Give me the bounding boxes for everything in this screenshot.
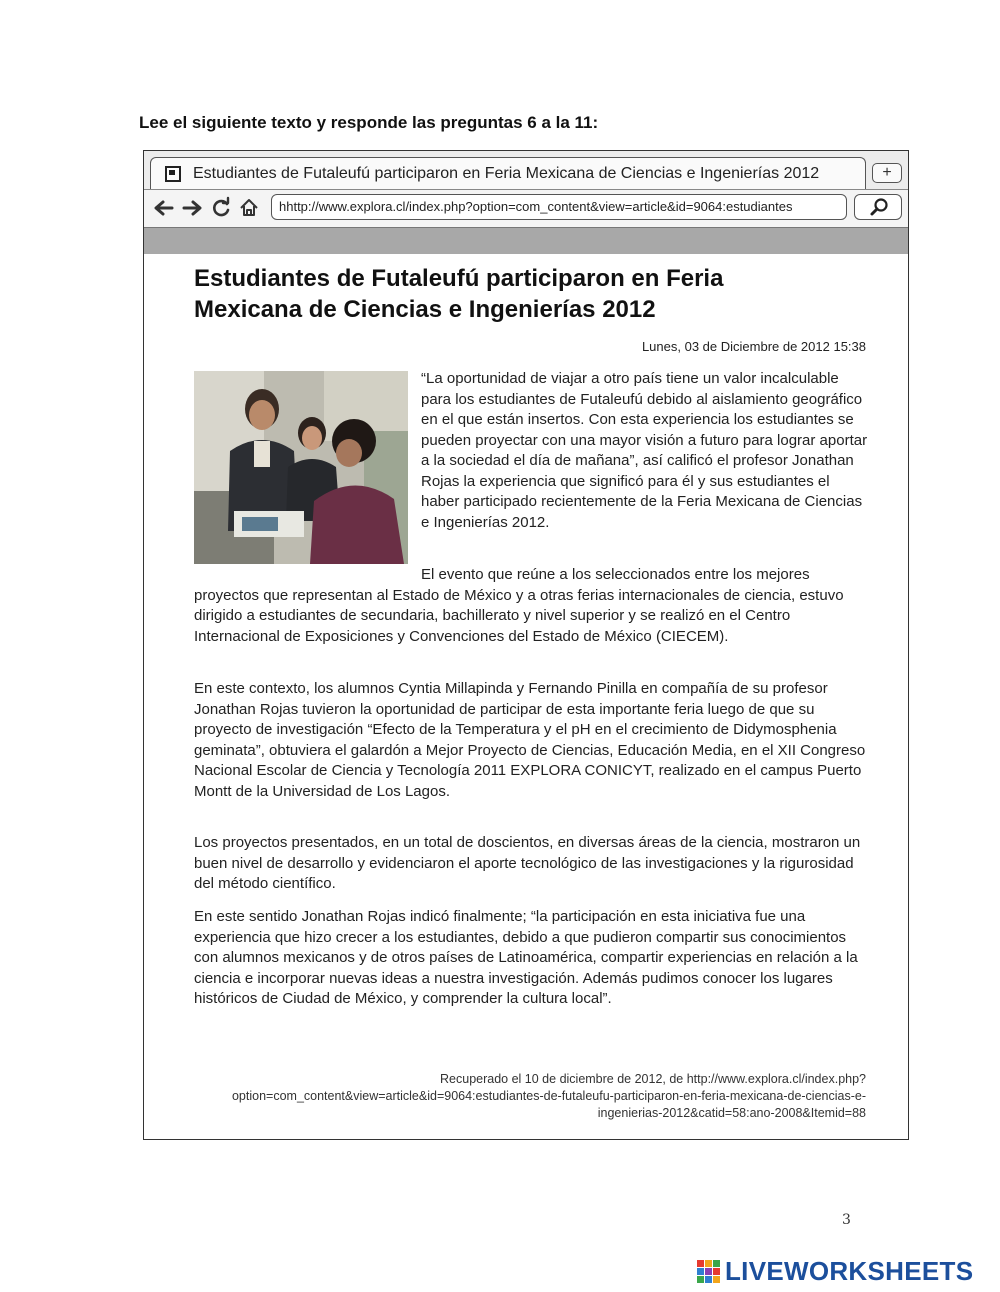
article-paragraph: Los proyectos presentados, en un total de doscientos, en diversas áreas de la ciencia, mostraron un buen nivel de desarrollo y evidenciaron el aporte tecnológico de las investigaciones y la rigurosidad del método científico. — [194, 834, 861, 892]
tab-title: Estudiantes de Futaleufú participaron en Feria Mexicana de Ciencias e Ingenierías 2012 — [193, 164, 820, 182]
arrow-right-icon — [182, 195, 204, 221]
reload-button[interactable] — [210, 195, 232, 221]
tab-bar — [144, 151, 908, 189]
browser-window — [143, 150, 909, 1140]
new-tab-button[interactable]: + — [872, 163, 902, 183]
source-citation: Recuperado el 10 de diciembre de 2012, de http://www.explora.cl/index.php?option=com_content&view=article&id=9064:estudiantes-de-futaleufu-participaron-en-feria-mexicana-de-ciencias-e-ingenierias-2012&catid=58:ano-2008&Itemid=88 — [231, 1072, 866, 1120]
forward-button[interactable] — [182, 195, 204, 221]
arrow-left-icon — [152, 195, 174, 221]
liveworksheets-logo-icon — [697, 1258, 721, 1284]
browser-toolbar — [144, 189, 908, 228]
article-paragraph — [194, 565, 870, 647]
article-paragraph: En este sentido Jonathan Rojas indicó finalmente; “la participación en esta iniciativa fue una experiencia que hizo crecer a los estudiantes, debido a que pudieron compartir sus conocimientos con alumnos mexicanos y de otros países de Latinoamérica, compartir experiencias en relación a la ciencia e incorporar nuevas ideas a nuestra investigación. Además pudimos conocer los lugares históricos de Ciudad de México, y comprender la cultura local”. — [194, 908, 858, 1007]
home-button[interactable] — [238, 195, 260, 221]
page-number: 3 — [842, 1212, 851, 1228]
search-icon — [855, 195, 901, 219]
article-content — [144, 253, 908, 1139]
students-photo-image — [194, 371, 408, 564]
paragraph-text: El evento que reúne a los seleccionados entre los mejores proyectos que representan al Estado de México y a otras ferias internacionales de ciencia, estuvo dirigido a estudiantes de secundaria, bachillerato y nivel superior y se realizó en el Centro Internacional de Exposiciones y Convenciones del Estado de México (CIECEM). — [194, 566, 844, 645]
article-paragraph: En este contexto, los alumnos Cyntia Millapinda y Fernando Pinilla en compañía de su profesor Jonathan Rojas tuvieron la oportunidad de participar de esta importante feria luego de que su proyecto de investigación “Efecto de la Temperatura y el pH en el crecimiento de Didymosphenia geminata”, obtuviera el galardón a Mejor Proyecto de Ciencias, Educación Media, en el XII Congreso Nacional Escolar de Ciencia y Tecnología 2011 EXPLORA CONICYT, realizado en el campus Puerto Montt de la Universidad de Los Lagos. — [194, 680, 866, 800]
browser-status-bar — [144, 227, 908, 254]
address-bar[interactable]: hhttp://www.explora.cl/index.php?option=com_content&view=article&id=9064:estudiantes — [271, 194, 847, 220]
browser-tab[interactable] — [150, 157, 866, 189]
reload-icon — [210, 195, 232, 221]
liveworksheets-logo — [697, 1256, 973, 1286]
article-paragraph: “La oportunidad de viajar a otro país tiene un valor incalculable para los estudiantes de Futaleufú debido al aislamiento geográfico en el que están insertos. Con esta experiencia los estudiantes se pueden proyectar con una mayor visión a futuro para lograr aportar a la sociedad el día de mañana”, así calificó el profesor Jonathan Rojas la experiencia que significó para él y sus estudiantes el haber participado recientemente de la Feria Mexicana de Ciencias e Ingenierías 2012. — [421, 370, 868, 531]
article-date: Lunes, 03 de Diciembre de 2012 15:38 — [641, 339, 866, 354]
home-icon — [238, 195, 260, 221]
instruction-text: Lee el siguiente texto y responde las preguntas 6 a la 11: — [139, 113, 599, 132]
article-title: Estudiantes de Futaleufú participaron en Feria Mexicana de Ciencias e Ingenierías 2012 — [194, 265, 724, 323]
article-photo — [194, 371, 408, 564]
brand-name: LIVEWORKSHEETS — [725, 1255, 974, 1286]
page-icon — [165, 166, 181, 182]
search-button[interactable] — [854, 194, 902, 220]
back-button[interactable] — [152, 195, 174, 221]
